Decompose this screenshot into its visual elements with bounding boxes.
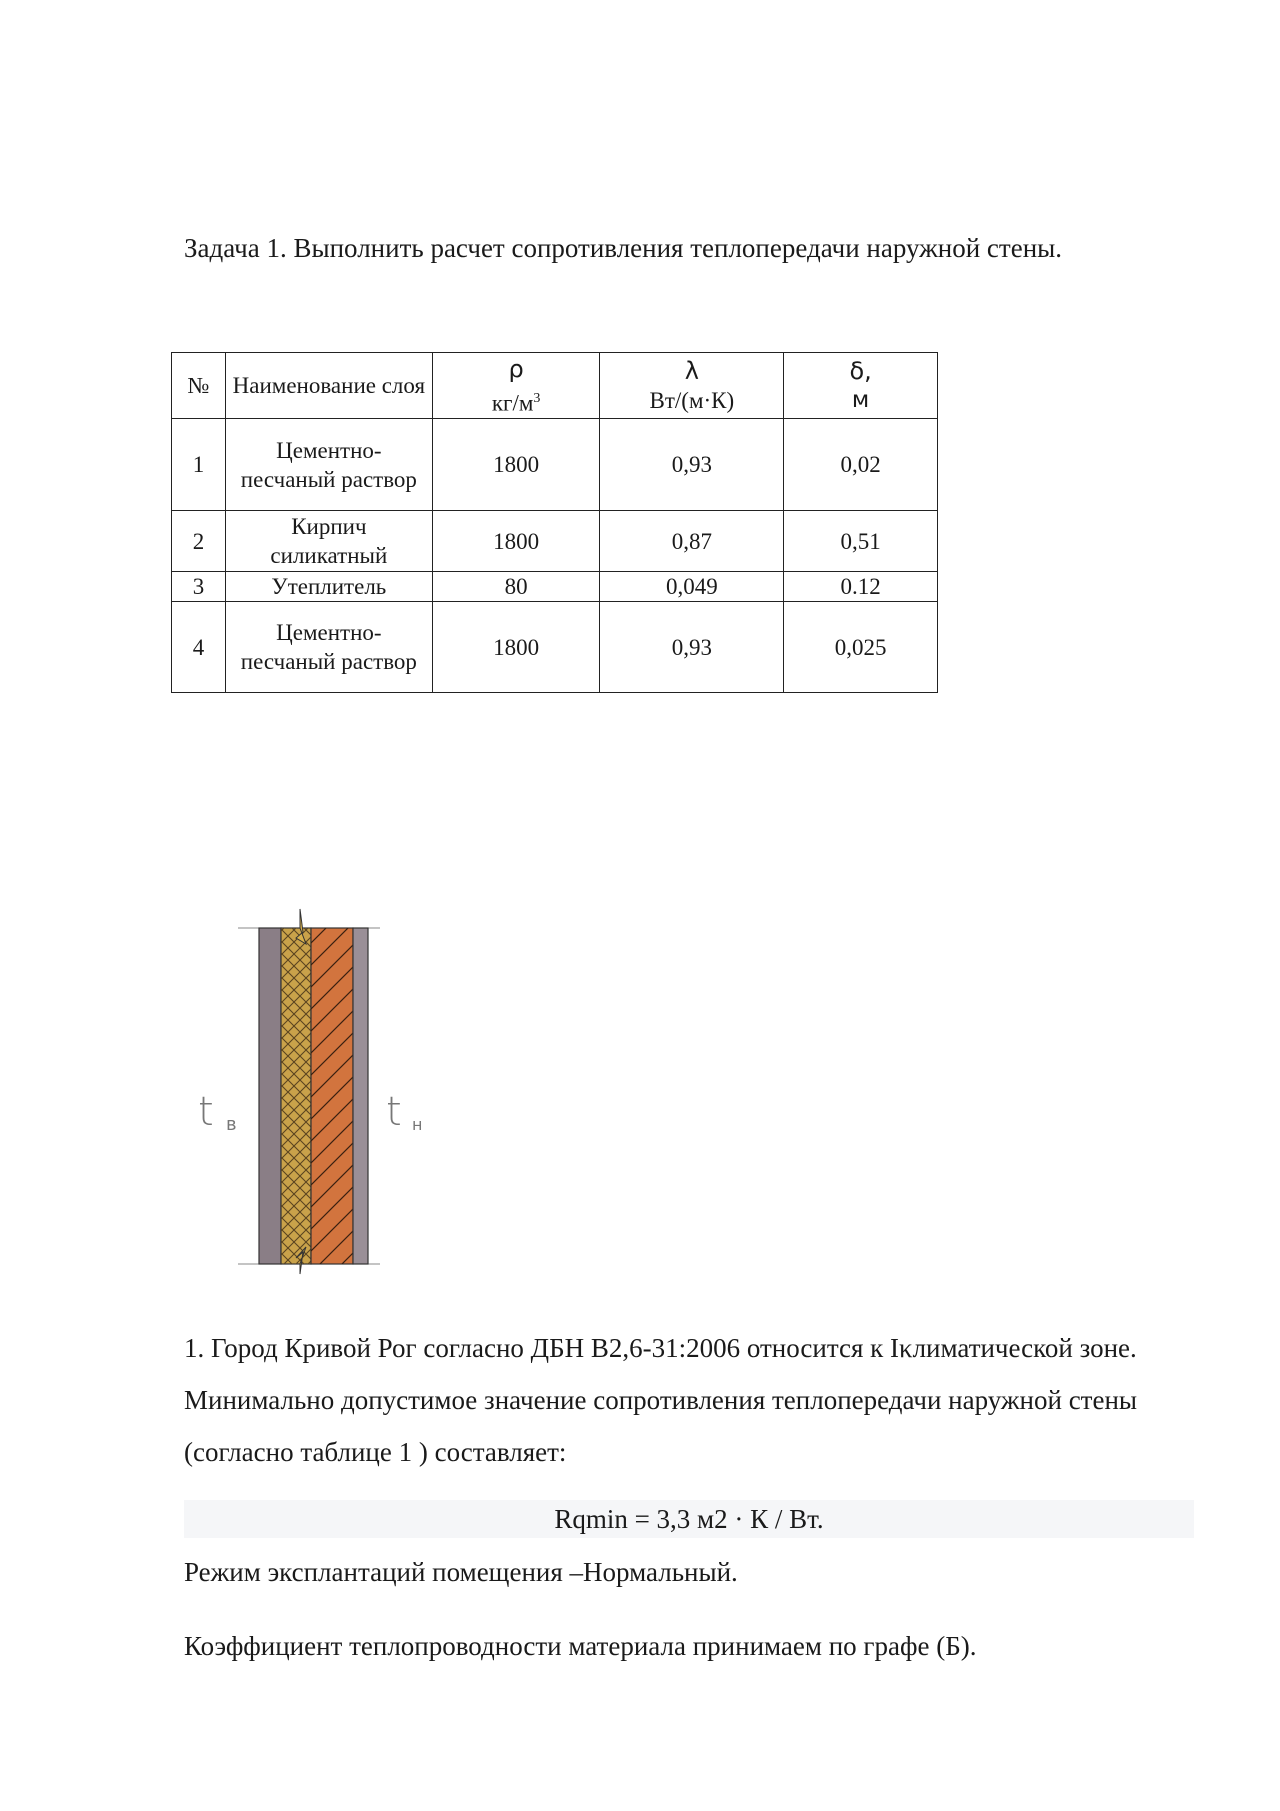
header-num: № (172, 353, 226, 419)
header-rho (432, 353, 600, 419)
header-lambda (600, 353, 784, 419)
lambda-symbol: λ (684, 357, 699, 385)
label-outside-t: t (386, 1089, 402, 1135)
cell-lambda: 0,93 (600, 419, 784, 511)
formula-rqmin: Rqmin = 3,3 м2 · К / Вт. (184, 1500, 1194, 1538)
label-inside-t: t (198, 1089, 214, 1135)
table-header-row (172, 353, 938, 419)
paragraph-coefficient: Коэффициент теплопроводности материала принимаем по графе (Б). (184, 1631, 977, 1661)
paragraph-climate-zone: 1. Город Кривой Рог согласно ДБН В2,6-31:2006 относится к Ικлиматической зоне. Минимально допустимое значение сопротивления теплопередачи наружной стены (согласно таблице 1 ) составляет: (184, 1333, 1138, 1467)
brick-hatch (311, 928, 353, 1264)
rho-unit-wrap (437, 384, 596, 418)
cell-name: Цементно-песчаный раствор (225, 419, 432, 511)
lambda-unit: Вт/(м·К) (649, 388, 735, 413)
inner-plaster-layer (259, 928, 281, 1264)
outer-plaster-layer (353, 928, 368, 1264)
break-mark-top (296, 909, 306, 944)
label-inside-sub: в (226, 1114, 237, 1135)
cell-lambda: 0,049 (600, 572, 784, 602)
rho-unit-sup: 3 (533, 390, 541, 406)
delta-symbol: δ, (849, 357, 872, 385)
insulation-hatch (281, 928, 311, 1264)
cell-delta: 0,02 (784, 419, 938, 511)
cell-lambda: 0,93 (600, 602, 784, 693)
label-outside-sub: н (412, 1115, 423, 1134)
cell-num: 3 (172, 572, 226, 602)
cell-name: Утеплитель (225, 572, 432, 602)
cell-delta: 0,51 (784, 511, 938, 572)
cell-rho: 1800 (432, 419, 600, 511)
layers-table (171, 352, 938, 693)
header-delta (784, 353, 938, 419)
cell-rho: 1800 (432, 511, 600, 572)
cell-delta: 0.12 (784, 572, 938, 602)
table-row (172, 419, 938, 511)
cell-num: 4 (172, 602, 226, 693)
rho-unit: кг/м (491, 390, 534, 416)
rho-symbol: ρ (508, 354, 524, 383)
cell-delta: 0,025 (784, 602, 938, 693)
table-row (172, 572, 938, 602)
cell-rho: 80 (432, 572, 600, 602)
cell-rho: 1800 (432, 602, 600, 693)
wall-section-diagram (196, 906, 446, 1276)
table-row (172, 511, 938, 572)
table-row (172, 602, 938, 693)
cell-num: 2 (172, 511, 226, 572)
paragraph-mode: Режим эксплантаций помещения –Нормальный. (184, 1557, 738, 1587)
task-title: Задача 1. Выполнить расчет сопротивления теплопередачи наружной стены. (184, 233, 1063, 263)
header-name: Наименование слоя (225, 353, 432, 419)
cell-lambda: 0,87 (600, 511, 784, 572)
cell-name: Цементно-песчаный раствор (225, 602, 432, 693)
delta-unit: м (851, 387, 870, 413)
cell-name: Кирпич силикатный (225, 511, 432, 572)
cell-num: 1 (172, 419, 226, 511)
